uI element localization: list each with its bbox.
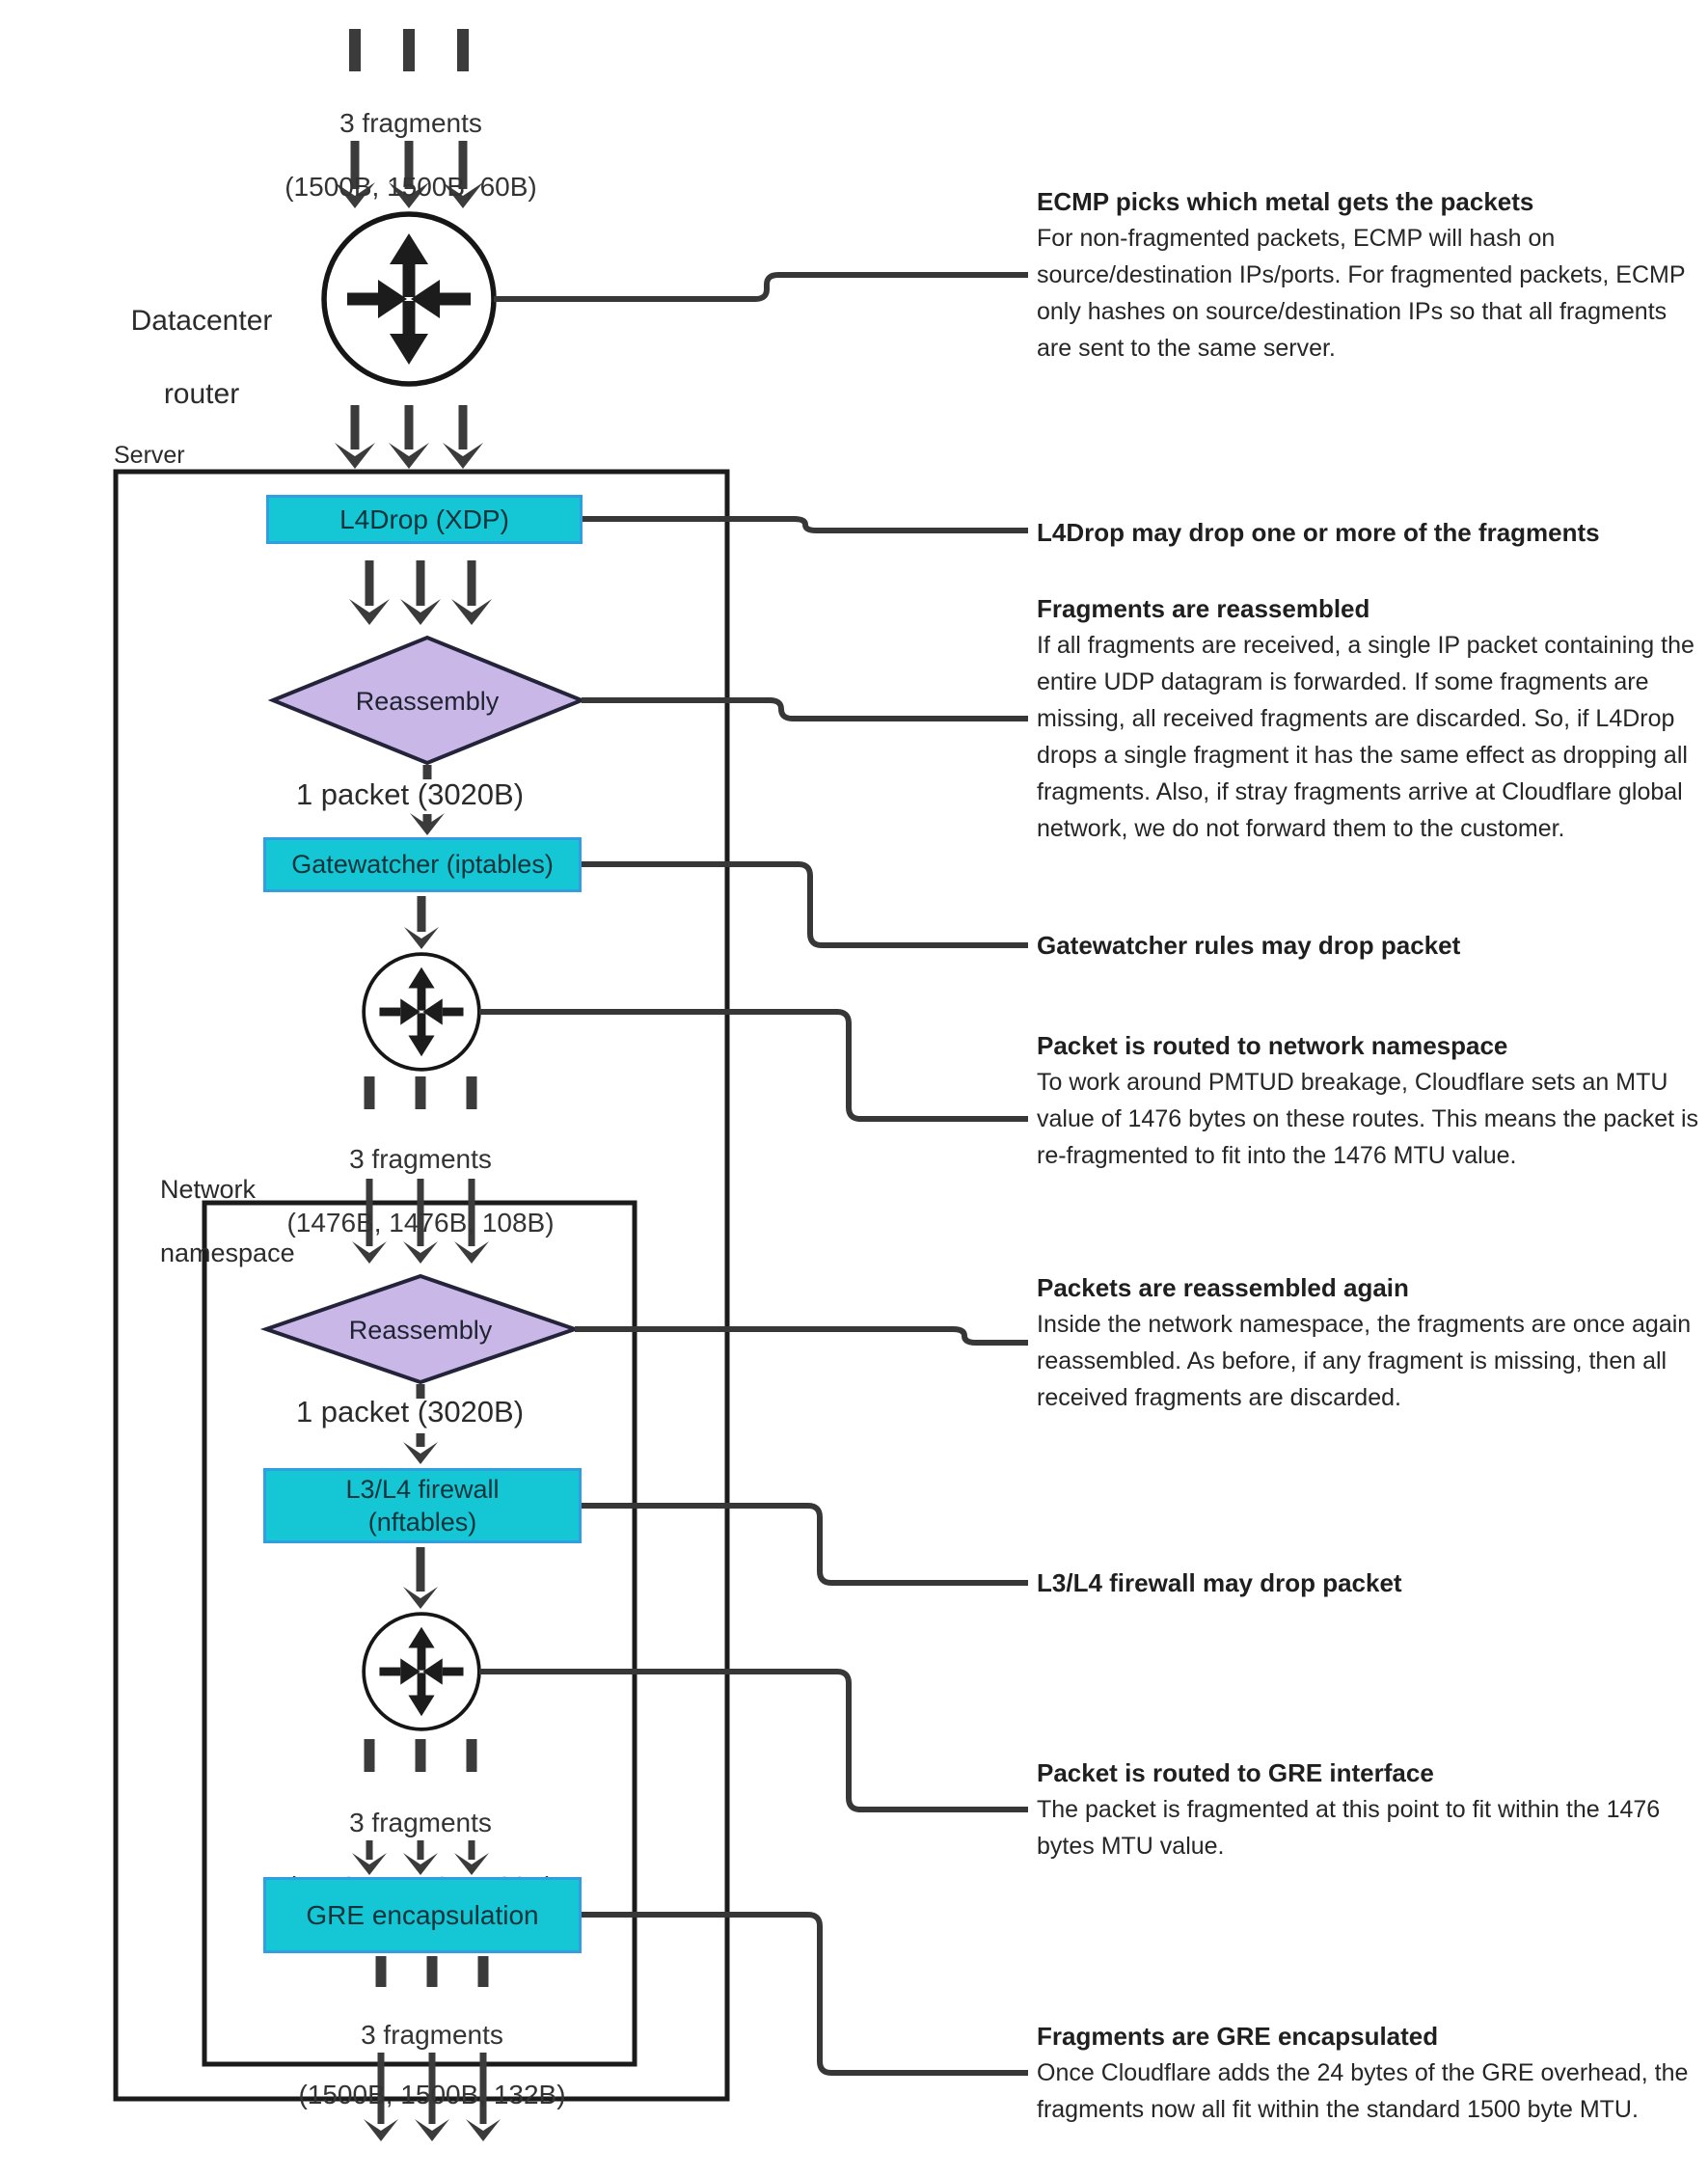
annotation-gatewatcher bbox=[1037, 927, 1708, 964]
l3l4-firewall-box bbox=[263, 1468, 582, 1543]
annotation-title: Packet is routed to GRE interface bbox=[1037, 1758, 1434, 1787]
annotation-body: Inside the network namespace, the fragments are once again reassembled. As before, if any fragment is missing, then all received fragments are discarded. bbox=[1037, 1311, 1692, 1411]
flow-arrow-to-router3 bbox=[403, 1547, 438, 1609]
gatewatcher-box bbox=[263, 837, 582, 892]
annotation-routed-namespace bbox=[1037, 1027, 1708, 1174]
gre-label: GRE encapsulation bbox=[306, 1899, 539, 1930]
gatewatcher-label: Gatewatcher (iptables) bbox=[291, 850, 554, 879]
l4drop-box bbox=[266, 495, 583, 544]
fragments-count: 3 fragments bbox=[339, 108, 482, 138]
packet-label-2: 1 packet (3020B) bbox=[295, 1395, 525, 1429]
annotation-reassembled bbox=[1037, 590, 1708, 847]
annotation-title: Fragments are reassembled bbox=[1037, 594, 1370, 623]
annotation-title: Packet is routed to network namespace bbox=[1037, 1031, 1508, 1060]
network-namespace-label: Network namespace bbox=[160, 1175, 295, 1267]
annotation-body: Once Cloudflare adds the 24 bytes of the GRE overhead, the fragments now all fit within the standard 1500 byte MTU. bbox=[1037, 2059, 1689, 2123]
fragment-dashes-mid bbox=[369, 1076, 472, 1109]
fragments-label-mid: 3 fragments (1476B, 1476B, 108B) bbox=[286, 1144, 555, 1238]
fragment-dashes-top bbox=[355, 29, 463, 71]
fragment-dashes-bottom bbox=[381, 1956, 483, 1987]
packet-label-1: 1 packet (3020B) bbox=[295, 777, 525, 811]
annotation-body: If all fragments are received, a single IP packet containing the entire UDP datagram is forwarded. If some fragments are missing, all received fragments are discarded. So, if L4Drop drops a single fragment it has the same effect as dropping all fragments. Also, if stray fragments arrive at Cloudflare global network, we do not forward them to the customer. bbox=[1037, 632, 1694, 842]
annotation-routed-gre bbox=[1037, 1755, 1708, 1864]
reassembly-label-2: Reassembly bbox=[348, 1316, 493, 1345]
fragments-label-gre-in: 3 fragments bbox=[349, 1808, 492, 1837]
fragments-label-bottom: 3 fragments (1500B, 1500B, 132B) bbox=[298, 2020, 566, 2109]
fragments-sizes: (1500B, 1500B, 60B) bbox=[285, 172, 537, 202]
router-icon bbox=[324, 214, 494, 384]
fragment-dashes-gre-in bbox=[369, 1739, 472, 1772]
annotation-reassembled-again bbox=[1037, 1269, 1708, 1416]
datacenter-router-label: Datacenter router bbox=[130, 305, 273, 410]
annotation-l4drop bbox=[1037, 514, 1708, 551]
annotation-title: ECMP picks which metal gets the packets bbox=[1037, 187, 1534, 216]
flow-arrow-to-router2 bbox=[404, 896, 439, 949]
flow-arrows-l4drop-to-reassembly bbox=[349, 560, 492, 625]
router-icon bbox=[364, 954, 479, 1070]
annotation-title: Fragments are GRE encapsulated bbox=[1037, 2022, 1439, 2051]
annotation-gre-encapsulated bbox=[1037, 2018, 1708, 2128]
annotation-l3l4-drop bbox=[1037, 1565, 1708, 1601]
flow-arrows-to-server bbox=[335, 405, 483, 469]
l4drop-label: L4Drop (XDP) bbox=[339, 503, 509, 534]
annotation-ecmp bbox=[1037, 183, 1708, 367]
annotation-title: L3/L4 firewall may drop packet bbox=[1037, 1568, 1402, 1597]
server-label: Server bbox=[114, 442, 185, 469]
fragments-label-top bbox=[199, 75, 623, 234]
annotation-body: For non-fragmented packets, ECMP will hash on source/destination IPs/ports. For fragmented packets, ECMP only hashes on source/destination IPs so that all fragments are sent to the same server. bbox=[1037, 225, 1686, 362]
gre-encapsulation-box bbox=[263, 1877, 582, 1953]
l3l4-label-line2: (nftables) bbox=[367, 1508, 477, 1537]
annotation-title: Gatewatcher rules may drop packet bbox=[1037, 931, 1461, 960]
annotation-body: To work around PMTUD breakage, Cloudflare sets an MTU value of 1476 bytes on these routes. This means the packet is re-fragmented to fit into the 1476 MTU value. bbox=[1037, 1069, 1699, 1169]
annotation-body: The packet is fragmented at this point to fit within the 1476 bytes MTU value. bbox=[1037, 1796, 1661, 1860]
reassembly-label-1: Reassembly bbox=[355, 687, 500, 716]
router-icon bbox=[364, 1614, 479, 1729]
annotation-title: L4Drop may drop one or more of the fragments bbox=[1037, 518, 1600, 547]
l3l4-label-line1: L3/L4 firewall bbox=[345, 1475, 500, 1504]
annotation-title: Packets are reassembled again bbox=[1037, 1273, 1409, 1302]
